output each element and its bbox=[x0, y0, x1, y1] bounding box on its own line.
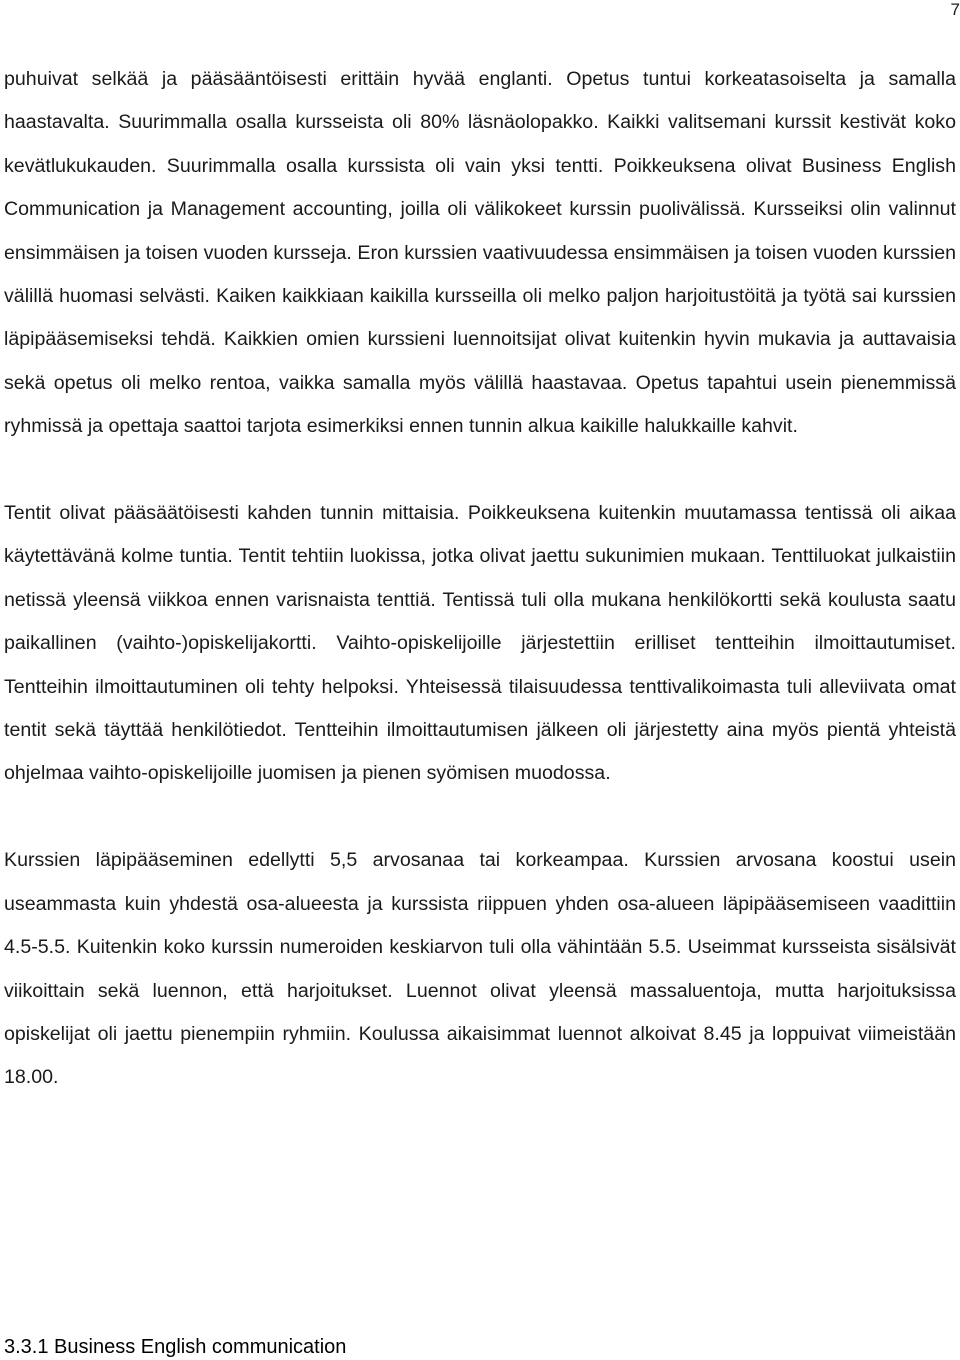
body-text bbox=[4, 58, 956, 1100]
paragraph-exams: Tentit olivat pääsäätöisesti kahden tunnin mittaisia. Poikkeuksena kuitenkin muutamassa tentissä oli aikaa käytettävänä kolme tuntia. Tentit tehtiin luokissa, jotka olivat jaettu sukunimien mukaan. Tenttiluokat julkaistiin netissä yleensä viikkoa ennen varisnaista tenttiä. Tentissä tuli olla mukana henkilökortti sekä koulusta saatu paikallinen (vaihto-)opiskelijakortti. Vaihto-opiskelijoille järjestettiin erilliset tentteihin ilmoittautumiset. Tentteihin ilmoittautuminen oli tehty helpoksi. Yhteisessä tilaisuudessa tenttivalikoimasta tuli alleviivata omat tentit sekä täyttää henkilötiedot. Tentteihin ilmoittautumisen jälkeen oli järjestetty aina myös pientä yhteistä ohjelmaa vaihto-opiskelijoille juomisen ja pienen syömisen muodossa. bbox=[4, 502, 956, 785]
page-number: 7 bbox=[950, 0, 960, 19]
section-title: Business English communication bbox=[54, 1336, 347, 1358]
paragraph-grading: Kurssien läpipääseminen edellytti 5,5 arvosanaa tai korkeampaa. Kurssien arvosana koostui usein useammasta kuin yhdestä osa-alueesta ja kurssista riippuen yhden osa-alueen läpipääsemiseen vaadittiin 4.5-5.5. Kuitenkin koko kurssin numeroiden keskiarvon tuli olla vähintään 5.5. Useimmat kursseista sisälsivät viikoittain sekä luennon, että harjoitukset. Luennot olivat yleensä massaluentoja, mutta harjoituksissa opiskelijat oli jaettu pienempiin ryhmiin. Koulussa aikaisimmat luennot alkoivat 8.45 ja loppuivat viimeistään 18.00. bbox=[4, 849, 956, 1089]
paragraph-courses: puhuivat selkää ja pääsääntöisesti erittäin hyvää englanti. Opetus tuntui korkeatasoiselta ja samalla haastavalta. Suurimmalla osalla kursseista oli 80% läsnäolopakko. Kaikki valitsemani kurssit kestivät koko kevätlukukauden. Suurimmalla osalla kurssista oli vain yksi tentti. Poikkeuksena olivat Business English Communication ja Management accounting, joilla oli välikokeet kurssin puolivälissä. Kursseiksi olin valinnut ensimmäisen ja toisen vuoden kursseja. Eron kurssien vaativuudessa ensimmäisen ja toisen vuoden kurssien välillä huomasi selvästi. Kaiken kaikkiaan kaikilla kursseilla oli melko paljon harjoitustöitä ja työtä sai kurssien läpipääsemiseksi tehdä. Kaikkien omien kurssieni luennoitsijat olivat kuitenkin hyvin mukavia ja auttavaisia sekä opetus oli melko rentoa, vaikka samalla myös välillä haastavaa. Opetus tapahtui usein pienemmissä ryhmissä ja opettaja saattoi tarjota esimerkiksi ennen tunnin alkua kaikille halukkaille kahvit. bbox=[4, 68, 956, 438]
section-number: 3.3.1 bbox=[4, 1336, 49, 1358]
section-heading bbox=[4, 1334, 346, 1360]
